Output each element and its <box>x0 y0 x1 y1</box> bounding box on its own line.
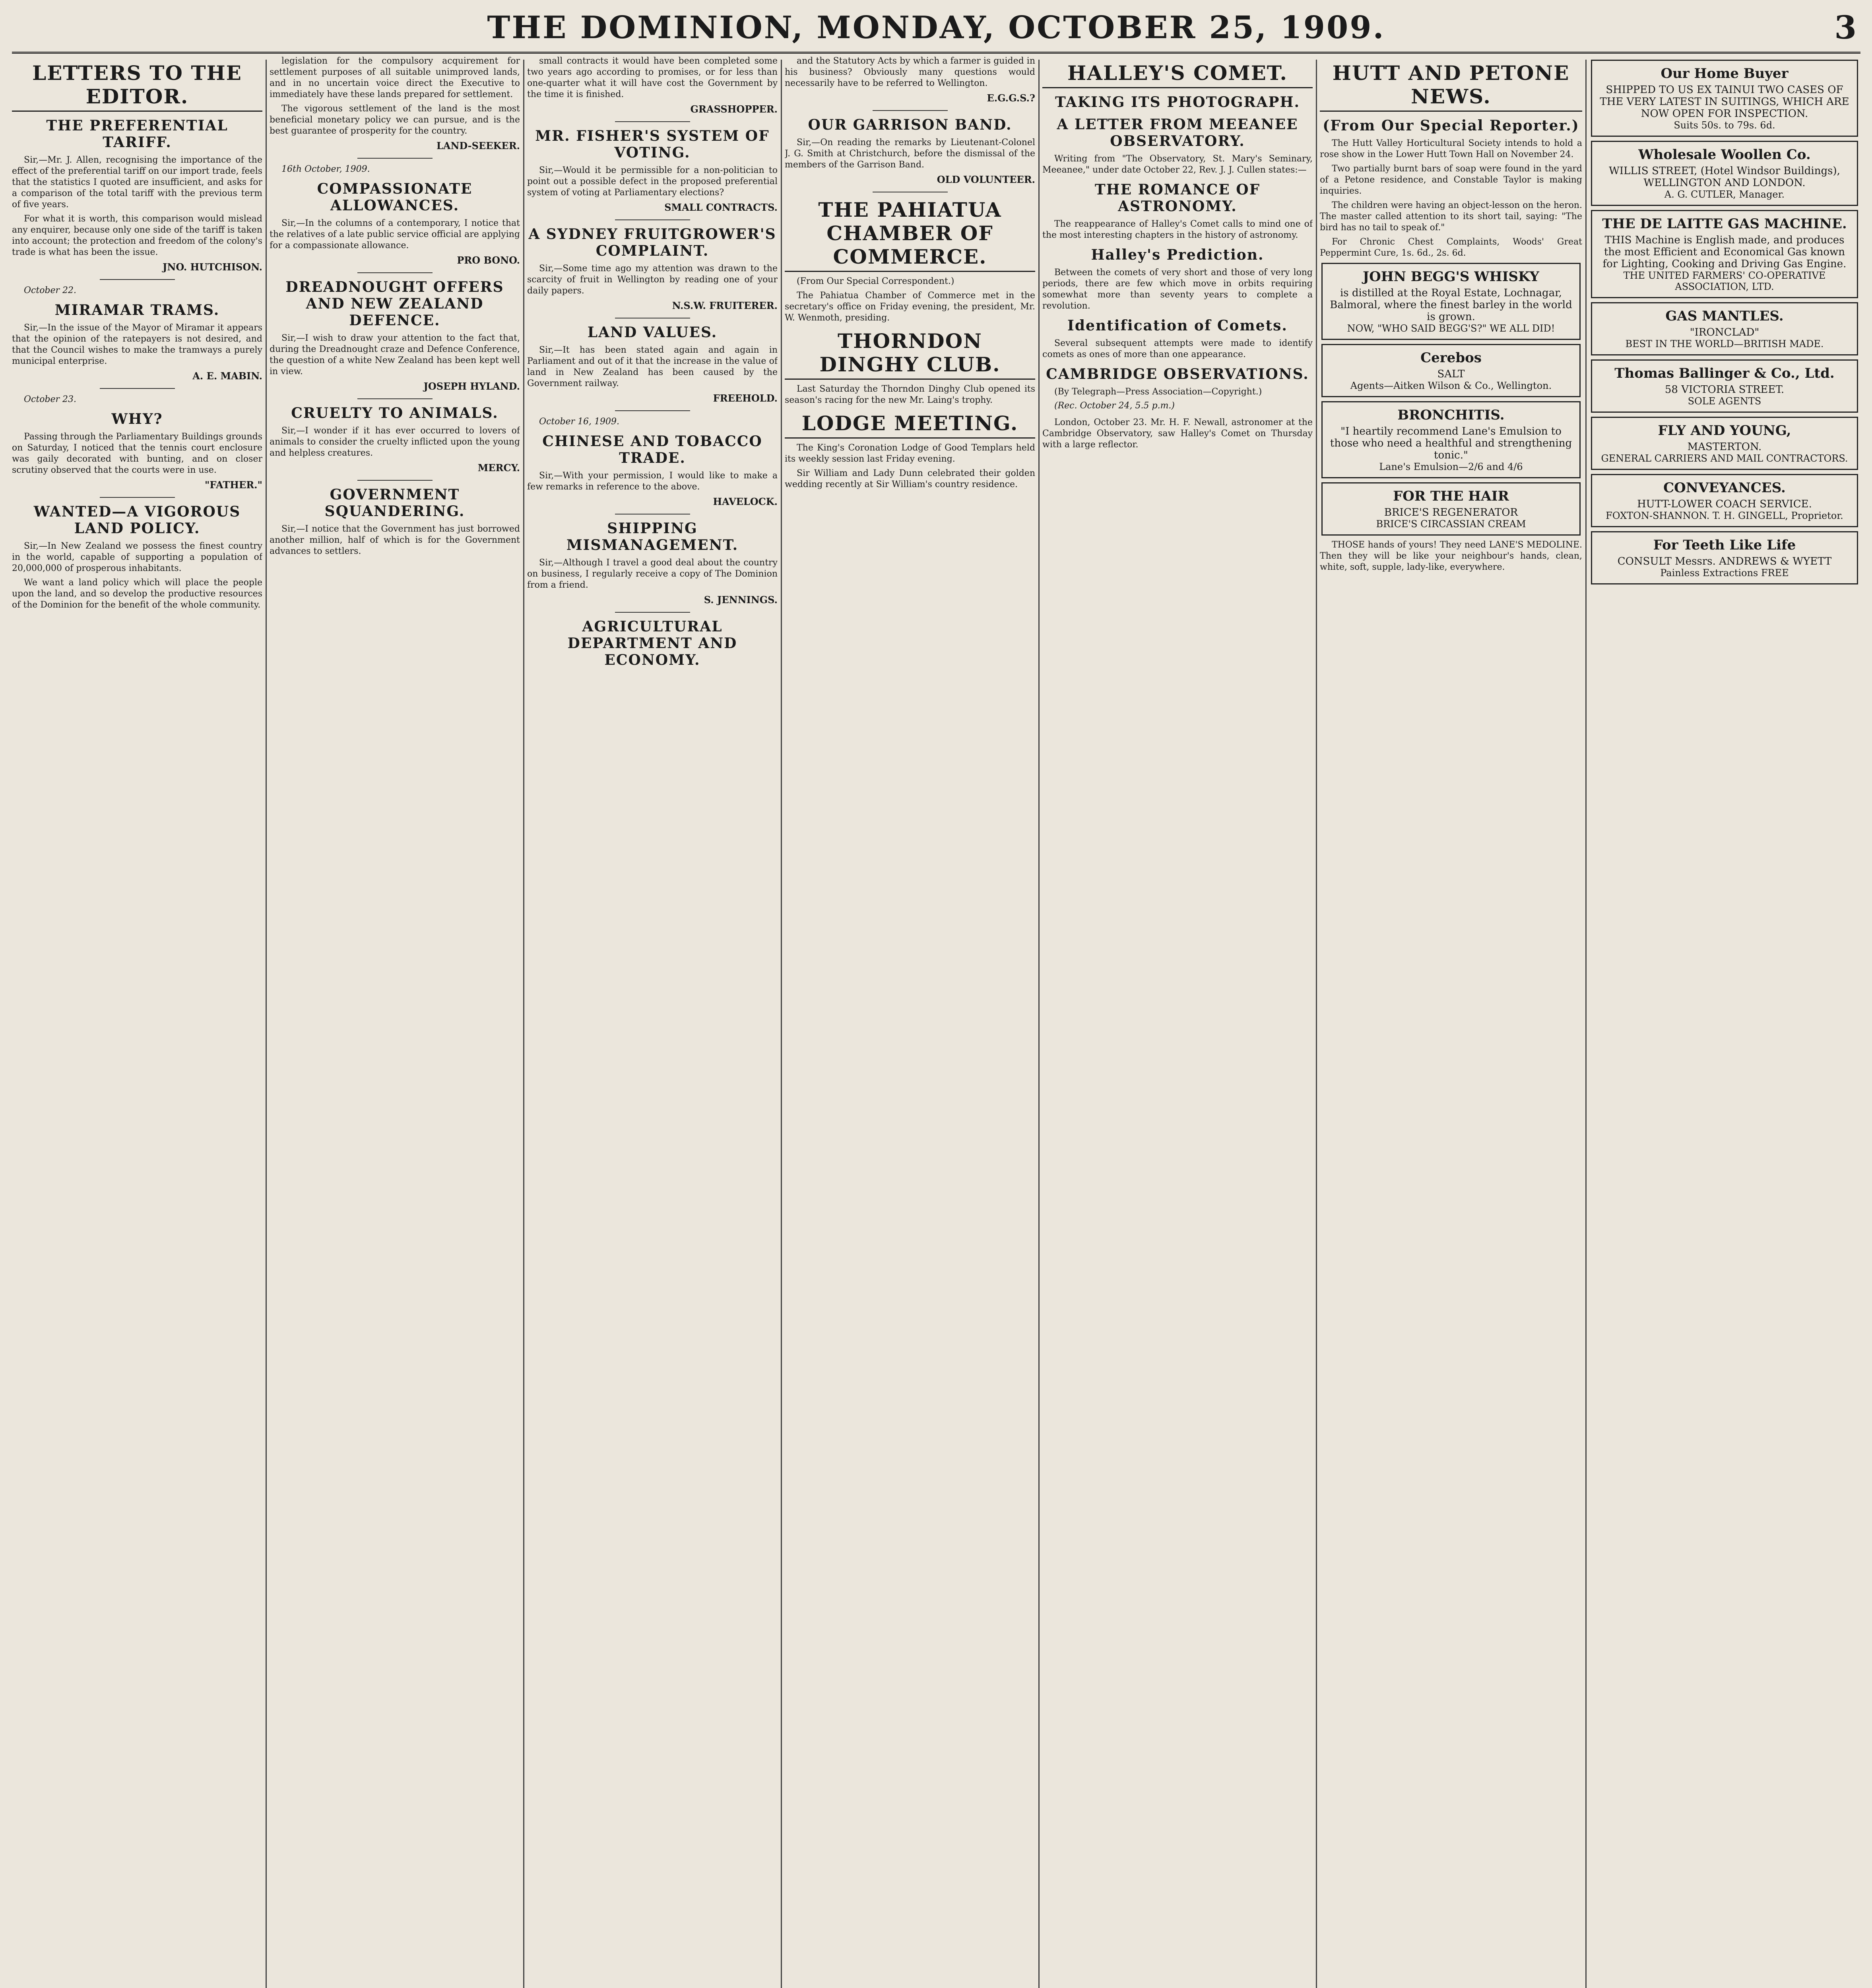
ad-body: 58 VICTORIA STREET. <box>1664 384 1785 396</box>
column-6 <box>1320 56 1582 1988</box>
article-paragraph: Sir William and Lady Dunn celebrated their golden wedding recently at Sir William's country residence. <box>785 468 1035 489</box>
ad-title: CONVEYANCES. <box>1663 480 1786 496</box>
advertisement <box>1321 482 1581 536</box>
letter-signature: LAND-SEEKER. <box>436 140 520 151</box>
letter-signature: JNO. HUTCHISON. <box>163 261 262 273</box>
advertisement <box>1321 401 1581 478</box>
article-paragraph: Sir,—I notice that the Government has just borrowed another million, half of which is for the Government advances to settlers. <box>270 524 520 556</box>
divider <box>357 272 433 273</box>
column-1 <box>12 56 262 1988</box>
article-paragraph: Sir,—In New Zealand we possess the finest country in the world, capable of supporting a population of 20,000,000 of prosperous inhabitants. <box>12 541 262 573</box>
ad-footer: Lane's Emulsion—2/6 and 4/6 <box>1379 461 1523 472</box>
article-paragraph: THOSE hands of yours! They need LANE'S MEDOLINE. Then they will be like your neighbour's hands, clean, white, soft, supple, lady-like, everywhere. <box>1320 540 1582 572</box>
ad-footer: SOLE AGENTS <box>1688 396 1761 407</box>
article-paragraph: Two partially burnt bars of soap were found in the yard of a Petone residence, and Constable Taylor is making inquiries. <box>1320 164 1582 196</box>
advertisement <box>1321 263 1581 340</box>
page-number: 3 <box>1834 9 1856 46</box>
letter-signature: OLD VOLUNTEER. <box>937 174 1035 185</box>
section-heading: GOVERNMENT SQUANDERING. <box>324 486 465 520</box>
article-paragraph: We want a land policy which will place the people upon the land, and so develop the productive resources of the Dominion for the benefit of the whole community. <box>12 578 262 610</box>
divider <box>873 110 948 111</box>
article-paragraph: Sir,—Some time ago my attention was drawn to the scarcity of fruit in Wellington by reading one of your daily papers. <box>527 264 778 296</box>
letter-signature: SMALL CONTRACTS. <box>664 202 778 213</box>
ad-footer: FOXTON-SHANNON. T. H. GINGELL, Proprietor. <box>1606 510 1843 521</box>
article-paragraph: Last Saturday the Thorndon Dinghy Club opened its season's racing for the new Mr. Laing's trophy. <box>785 384 1035 405</box>
ad-footer: GENERAL CARRIERS AND MAIL CONTRACTORS. <box>1601 453 1848 464</box>
section-heading: OUR GARRISON BAND. <box>808 116 1012 133</box>
ad-body: BRICE'S REGENERATOR <box>1384 507 1518 518</box>
divider <box>100 388 175 389</box>
section-heading: LAND VALUES. <box>587 324 718 341</box>
advertisement <box>1321 344 1581 397</box>
section-heading: CHINESE AND TOBACCO TRADE. <box>542 433 762 466</box>
article-paragraph: Sir,—I wish to draw your attention to the fact that, during the Dreadnought craze and Defence Conference, the question of a white New Zealand has been kept well in view. <box>270 333 520 377</box>
advertisement <box>1591 531 1858 584</box>
article-paragraph: The vigorous settlement of the land is the most beneficial monetary policy we can pursue, and is the best guarantee of prosperity for the country. <box>270 104 520 136</box>
column-rule <box>781 60 782 1988</box>
article-paragraph: The reappearance of Halley's Comet calls to mind one of the most interesting chapters in the history of astronomy. <box>1042 219 1313 240</box>
section-heading: LETTERS TO THE EDITOR. <box>12 61 262 112</box>
ad-title: GAS MANTLES. <box>1665 308 1784 324</box>
column-rule <box>1316 60 1317 1988</box>
column-rule <box>1038 60 1040 1988</box>
advertisement <box>1591 359 1858 413</box>
advertisement <box>1591 474 1858 527</box>
ad-title: THE DE LAITTE GAS MACHINE. <box>1602 216 1847 232</box>
letter-signature: E.G.G.S.? <box>987 92 1035 104</box>
article-paragraph: The King's Coronation Lodge of Good Templars held its weekly session last Friday evening. <box>785 443 1035 464</box>
section-heading: TAKING ITS PHOTOGRAPH. <box>1055 94 1300 111</box>
section-heading: HALLEY'S COMET. <box>1042 61 1313 88</box>
divider <box>357 398 433 399</box>
divider <box>615 121 690 122</box>
section-heading: THE ROMANCE OF ASTRONOMY. <box>1094 181 1261 215</box>
section-heading: (From Our Special Reporter.) <box>1323 117 1579 134</box>
article-paragraph: Sir,—Mr. J. Allen, recognising the importance of the effect of the preferential tariff on our import trade, feels that the statistics I quoted are insufficient, and asks for a comparison of the total tariff with the previous term of five years. <box>12 155 262 210</box>
ad-footer: Suits 50s. to 79s. 6d. <box>1674 120 1775 131</box>
ad-footer: BEST IN THE WORLD—BRITISH MADE. <box>1625 338 1824 349</box>
letter-signature: JOSEPH HYLAND. <box>423 381 520 392</box>
column-4 <box>785 56 1035 1988</box>
ad-footer: Painless Extractions FREE <box>1660 567 1789 579</box>
ad-footer: NOW, "WHO SAID BEGG'S?" WE ALL DID! <box>1347 323 1555 334</box>
section-heading: CRUELTY TO ANIMALS. <box>291 405 499 421</box>
advertisement <box>1591 141 1858 206</box>
ad-body: THIS Machine is English made, and produces the most Efficient and Economical Gas known for Lighting, Cooking and Driving Gas Engine. <box>1602 234 1847 270</box>
ad-body: CONSULT Messrs. ANDREWS & WYETT <box>1617 555 1832 567</box>
article-paragraph: (By Telegraph—Press Association—Copyright.) <box>1054 387 1262 397</box>
ad-body: WILLIS STREET, (Hotel Windsor Buildings), WELLINGTON AND LONDON. <box>1609 165 1840 189</box>
section-heading: A LETTER FROM MEEANEE OBSERVATORY. <box>1057 116 1298 149</box>
divider <box>357 480 433 481</box>
article-paragraph: The Pahiatua Chamber of Commerce met in the secretary's office on Friday evening, the president, Mr. W. Wenmoth, presiding. <box>785 291 1035 323</box>
ad-title: FLY AND YOUNG, <box>1658 423 1791 439</box>
article-paragraph: Between the comets of very short and those of very long periods, there are few which move in orbits requiring somewhat more than seventy years to complete a revolution. <box>1042 268 1313 311</box>
column-3 <box>527 56 778 1988</box>
article-paragraph: Passing through the Parliamentary Buildings grounds on Saturday, I noticed that the tennis court enclosure was gaily decorated with bunting, and on closer scrutiny observed that the courts were in use. <box>12 432 262 475</box>
advertisement <box>1591 302 1858 355</box>
section-heading: DREADNOUGHT OFFERS AND NEW ZEALAND DEFENCE. <box>285 279 504 329</box>
article-paragraph: The Hutt Valley Horticultural Society intends to hold a rose show in the Lower Hutt Town Hall on November 24. <box>1320 138 1582 159</box>
ad-body: SHIPPED TO US EX TAINUI TWO CASES OF THE VERY LATEST IN SUITINGS, WHICH ARE NOW OPEN FOR INSPECTION. <box>1600 84 1849 120</box>
ad-body: HUTT-LOWER COACH SERVICE. <box>1637 498 1812 510</box>
section-heading: WHY? <box>111 411 163 427</box>
article-paragraph: legislation for the compulsory acquirement for settlement purposes of all suitable unimproved lands, and in no uncertain voice direct the Executive to immediately have these lands prepared for settlement. <box>270 56 520 99</box>
masthead <box>12 8 1860 54</box>
ad-body: is distilled at the Royal Estate, Lochnagar, Balmoral, where the finest barley in the world is grown. <box>1330 287 1572 323</box>
ad-title: FOR THE HAIR <box>1393 488 1509 504</box>
article-paragraph: Sir,—In the issue of the Mayor of Miramar it appears that the opinion of the ratepayers is not desired, and that the Council wishes to make the tramways a purely municipal enterprise. <box>12 323 262 366</box>
ad-title: JOHN BEGG'S WHISKY <box>1363 269 1539 285</box>
page-title: THE DOMINION, MONDAY, OCTOBER 25, 1909. <box>487 10 1385 46</box>
section-heading: AGRICULTURAL DEPARTMENT AND ECONOMY. <box>567 618 737 668</box>
ad-title: Our Home Buyer <box>1661 66 1789 82</box>
letter-signature: GRASSHOPPER. <box>690 103 778 115</box>
advertisement <box>1591 60 1858 137</box>
article-paragraph: London, October 23. Mr. H. F. Newall, astronomer at the Cambridge Observatory, saw Halley's Comet on Thursday with a large reflector. <box>1042 417 1313 450</box>
ad-body: MASTERTON. <box>1687 441 1762 453</box>
ad-footer: Agents—Aitken Wilson & Co., Wellington. <box>1350 380 1552 391</box>
divider <box>615 410 690 411</box>
letter-date: 16th October, 1909. <box>281 164 370 174</box>
article-paragraph: Sir,—I wonder if it has ever occurred to lovers of animals to consider the cruelty inflicted upon the young and helpless creatures. <box>270 426 520 458</box>
ad-title: Wholesale Woollen Co. <box>1638 147 1811 163</box>
section-heading: MR. FISHER'S SYSTEM OF VOTING. <box>535 128 770 161</box>
ad-footer: A. G. CUTLER, Manager. <box>1664 189 1785 200</box>
section-heading: THE PAHIATUA CHAMBER OF COMMERCE. <box>785 198 1035 272</box>
article-paragraph: The children were having an object-lesson on the heron. The master called attention to its short tail, saying: "The bird has no tail to speak of." <box>1320 200 1582 233</box>
section-heading: Identification of Comets. <box>1067 317 1288 334</box>
article-paragraph: Sir,—With your permission, I would like to make a few remarks in reference to the above. <box>527 471 778 492</box>
letter-date: October 23. <box>24 394 77 404</box>
article-paragraph: Writing from "The Observatory, St. Mary's Seminary, Meeanee," under date October 22, Rev. J. J. Cullen states:— <box>1042 154 1313 175</box>
article-paragraph: Sir,—On reading the remarks by Lieutenant-Colonel J. G. Smith at Christchurch, before the dismissal of the members of the Garrison Band. <box>785 138 1035 170</box>
ad-title: BRONCHITIS. <box>1397 407 1505 423</box>
ad-body: "IRONCLAD" <box>1690 326 1759 338</box>
article-paragraph: Sir,—It has been stated again and again in Parliament and out of it that the increase in the value of land in New Zealand has been caused by the Government railway. <box>527 345 778 388</box>
ad-title: Cerebos <box>1420 350 1482 366</box>
section-heading: COMPASSIONATE ALLOWANCES. <box>317 181 473 214</box>
letter-date: October 16, 1909. <box>539 417 620 427</box>
column-5 <box>1042 56 1313 1988</box>
article-paragraph: and the Statutory Acts by which a farmer is guided in his business? Obviously many questions would necessarily have to be referred to Wellington. <box>785 56 1035 88</box>
advertisement <box>1591 417 1858 470</box>
article-paragraph: Sir,—Would it be permissible for a non-politician to point out a possible defect in the proposed preferential system of voting at Parliamentary elections? <box>527 165 778 198</box>
column-2 <box>270 56 520 1988</box>
divider <box>615 612 690 613</box>
article-paragraph: For what it is worth, this comparison would mislead any enquirer, because only one side of the tariff is taken into account; the protection and freedom of the colony's trade is what has been the issue. <box>12 214 262 257</box>
column-rule <box>266 60 267 1988</box>
article-paragraph: small contracts it would have been completed some two years ago according to promises, or for less than one-quarter what it will have cost the Government by the time it is finished. <box>527 56 778 99</box>
letter-date: (Rec. October 24, 5.5 p.m.) <box>1054 401 1175 411</box>
ad-body: "I heartily recommend Lane's Emulsion to those who need a healthful and strengthening tonic." <box>1330 425 1572 461</box>
section-heading: MIRAMAR TRAMS. <box>54 302 220 318</box>
section-heading: Halley's Prediction. <box>1091 247 1264 263</box>
letter-signature: PRO BONO. <box>457 254 520 266</box>
letter-signature: S. JENNINGS. <box>704 594 778 606</box>
divider <box>100 497 175 498</box>
section-heading: THORNDON DINGHY CLUB. <box>785 329 1035 380</box>
ad-footer: THE UNITED FARMERS' CO-OPERATIVE ASSOCIATION, LTD. <box>1623 270 1826 292</box>
section-heading: CAMBRIDGE OBSERVATIONS. <box>1046 366 1309 382</box>
section-heading: WANTED—A VIGOROUS LAND POLICY. <box>33 503 241 537</box>
letter-signature: MERCY. <box>477 462 520 474</box>
divider <box>100 279 175 280</box>
letter-signature: N.S.W. FRUITERER. <box>672 300 778 311</box>
letter-signature: HAVELOCK. <box>713 496 778 507</box>
article-paragraph: (From Our Special Correspondent.) <box>797 276 954 286</box>
article-paragraph: Sir,—Although I travel a good deal about the country on business, I regularly receive a copy of The Dominion from a friend. <box>527 558 778 590</box>
advertisement <box>1591 210 1858 298</box>
ad-title: For Teeth Like Life <box>1653 537 1796 553</box>
column-7 <box>1589 56 1860 1988</box>
article-paragraph: Several subsequent attempts were made to identify comets as ones of more than one appearance. <box>1042 338 1313 359</box>
ad-footer: BRICE'S CIRCASSIAN CREAM <box>1376 518 1526 530</box>
section-heading: LODGE MEETING. <box>785 412 1035 439</box>
letter-signature: A. E. MABIN. <box>192 370 262 382</box>
section-heading: A SYDNEY FRUITGROWER'S COMPLAINT. <box>528 226 776 259</box>
section-heading: SHIPPING MISMANAGEMENT. <box>566 520 739 553</box>
column-rule <box>1585 60 1587 1988</box>
letter-signature: "FATHER." <box>204 479 262 491</box>
ad-title: Thomas Ballinger & Co., Ltd. <box>1614 365 1835 381</box>
letter-date: October 22. <box>24 285 77 295</box>
section-heading: HUTT AND PETONE NEWS. <box>1320 61 1582 112</box>
article-paragraph: Sir,—In the columns of a contemporary, I notice that the relatives of a late public service official are applying for a compassionate allowance. <box>270 218 520 250</box>
article-paragraph: For Chronic Chest Complaints, Woods' Great Peppermint Cure, 1s. 6d., 2s. 6d. <box>1320 237 1582 258</box>
column-rule <box>523 60 524 1988</box>
divider <box>357 158 433 159</box>
ad-body: SALT <box>1437 368 1465 380</box>
section-heading: THE PREFERENTIAL TARIFF. <box>46 117 228 151</box>
divider <box>615 219 690 220</box>
letter-signature: FREEHOLD. <box>713 392 778 404</box>
